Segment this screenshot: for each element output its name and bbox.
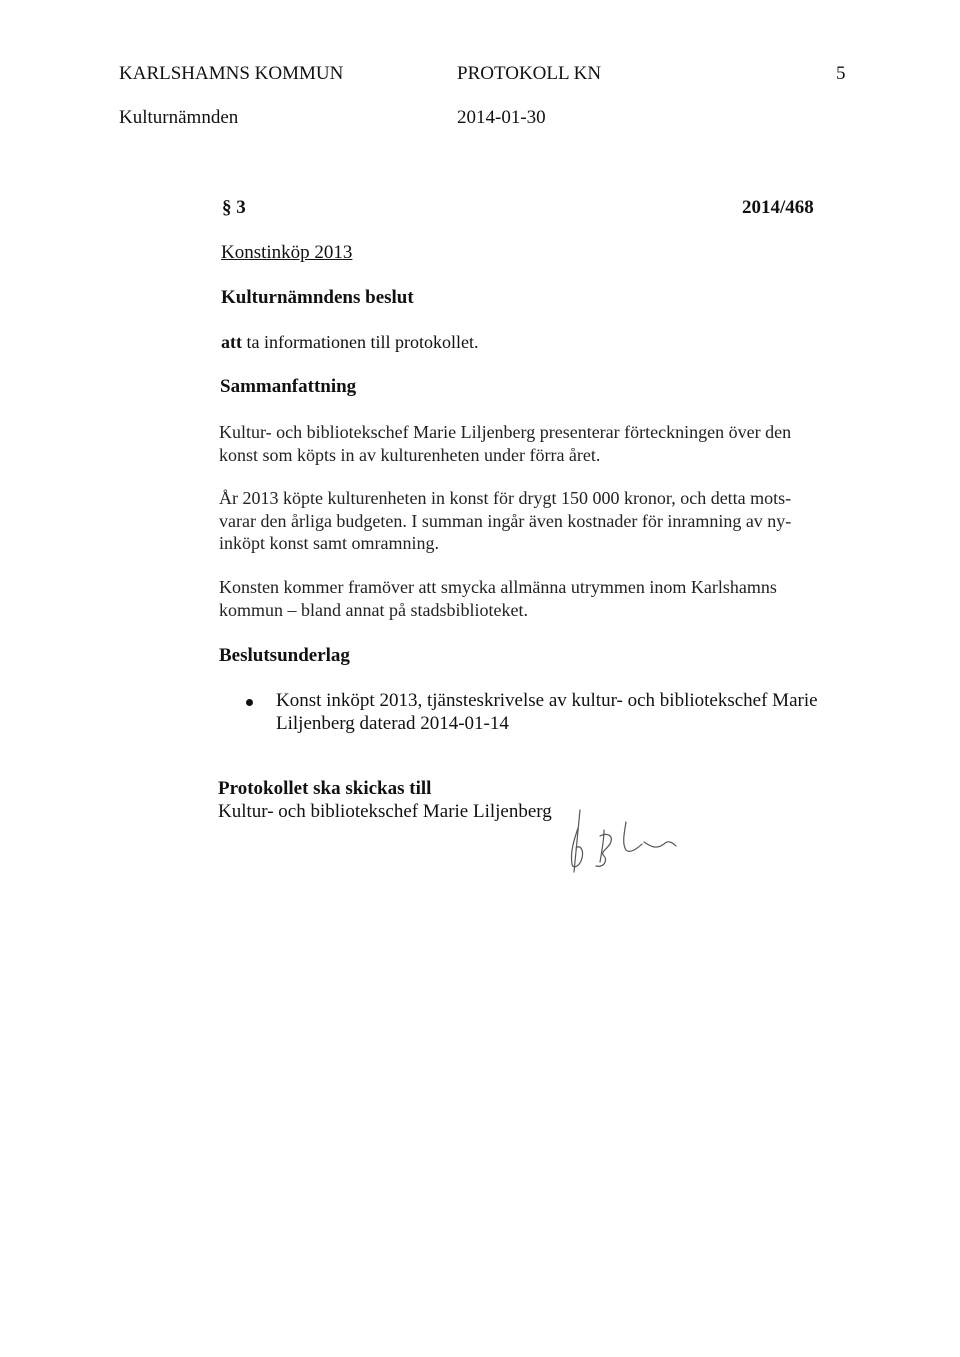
summary-line: Konsten kommer framöver att smycka allmänna utrymmen inom Karlshamns xyxy=(219,577,777,597)
decision-heading: Kulturnämndens beslut xyxy=(221,287,414,308)
basis-line: Liljenberg daterad 2014-01-14 xyxy=(276,713,509,734)
summary-line: konst som köpts in av kulturenheten under förra året. xyxy=(219,444,601,465)
summary-heading: Sammanfattning xyxy=(220,376,357,397)
decision-text xyxy=(221,331,478,354)
page-number: 5 xyxy=(836,63,846,84)
basis-line: Konst inköpt 2013, tjänsteskrivelse av kultur- och bibliotekschef Marie xyxy=(276,690,818,711)
organization-name: KARLSHAMNS KOMMUN xyxy=(119,63,344,84)
document-type: PROTOKOLL KN xyxy=(457,63,602,84)
distribution-heading: Protokollet ska skickas till xyxy=(218,778,432,799)
decision-att: att xyxy=(221,332,242,352)
distribution-recipient: Kultur- och bibliotekschef Marie Liljenberg xyxy=(218,801,552,822)
signature-initials xyxy=(560,800,690,880)
summary-line: inköpt konst samt omramning. xyxy=(219,533,439,553)
summary-line: kommun – bland annat på stadsbiblioteket. xyxy=(219,599,528,620)
summary-line: varar den årliga budgeten. I summan ingår även kostnader för inramning av ny- xyxy=(219,510,792,531)
summary-line: År 2013 köpte kulturenheten in konst för drygt 150 000 kronor, och detta mots- xyxy=(219,488,792,508)
section-number: § 3 xyxy=(222,197,246,218)
item-title: Konstinköp 2013 xyxy=(221,242,353,263)
meeting-date: 2014-01-30 xyxy=(457,107,546,128)
summary-paragraph-2 xyxy=(219,487,839,555)
summary-line: Kultur- och bibliotekschef Marie Liljenberg presenterar förteckningen över den xyxy=(219,422,792,442)
summary-paragraph-1 xyxy=(219,421,839,466)
basis-item xyxy=(276,689,896,735)
bullet-icon xyxy=(246,699,253,706)
committee-name: Kulturnämnden xyxy=(119,107,239,128)
case-number: 2014/468 xyxy=(742,197,814,218)
basis-heading: Beslutsunderlag xyxy=(219,645,350,666)
decision-rest: ta informationen till protokollet. xyxy=(242,332,479,352)
summary-paragraph-3 xyxy=(219,576,839,621)
